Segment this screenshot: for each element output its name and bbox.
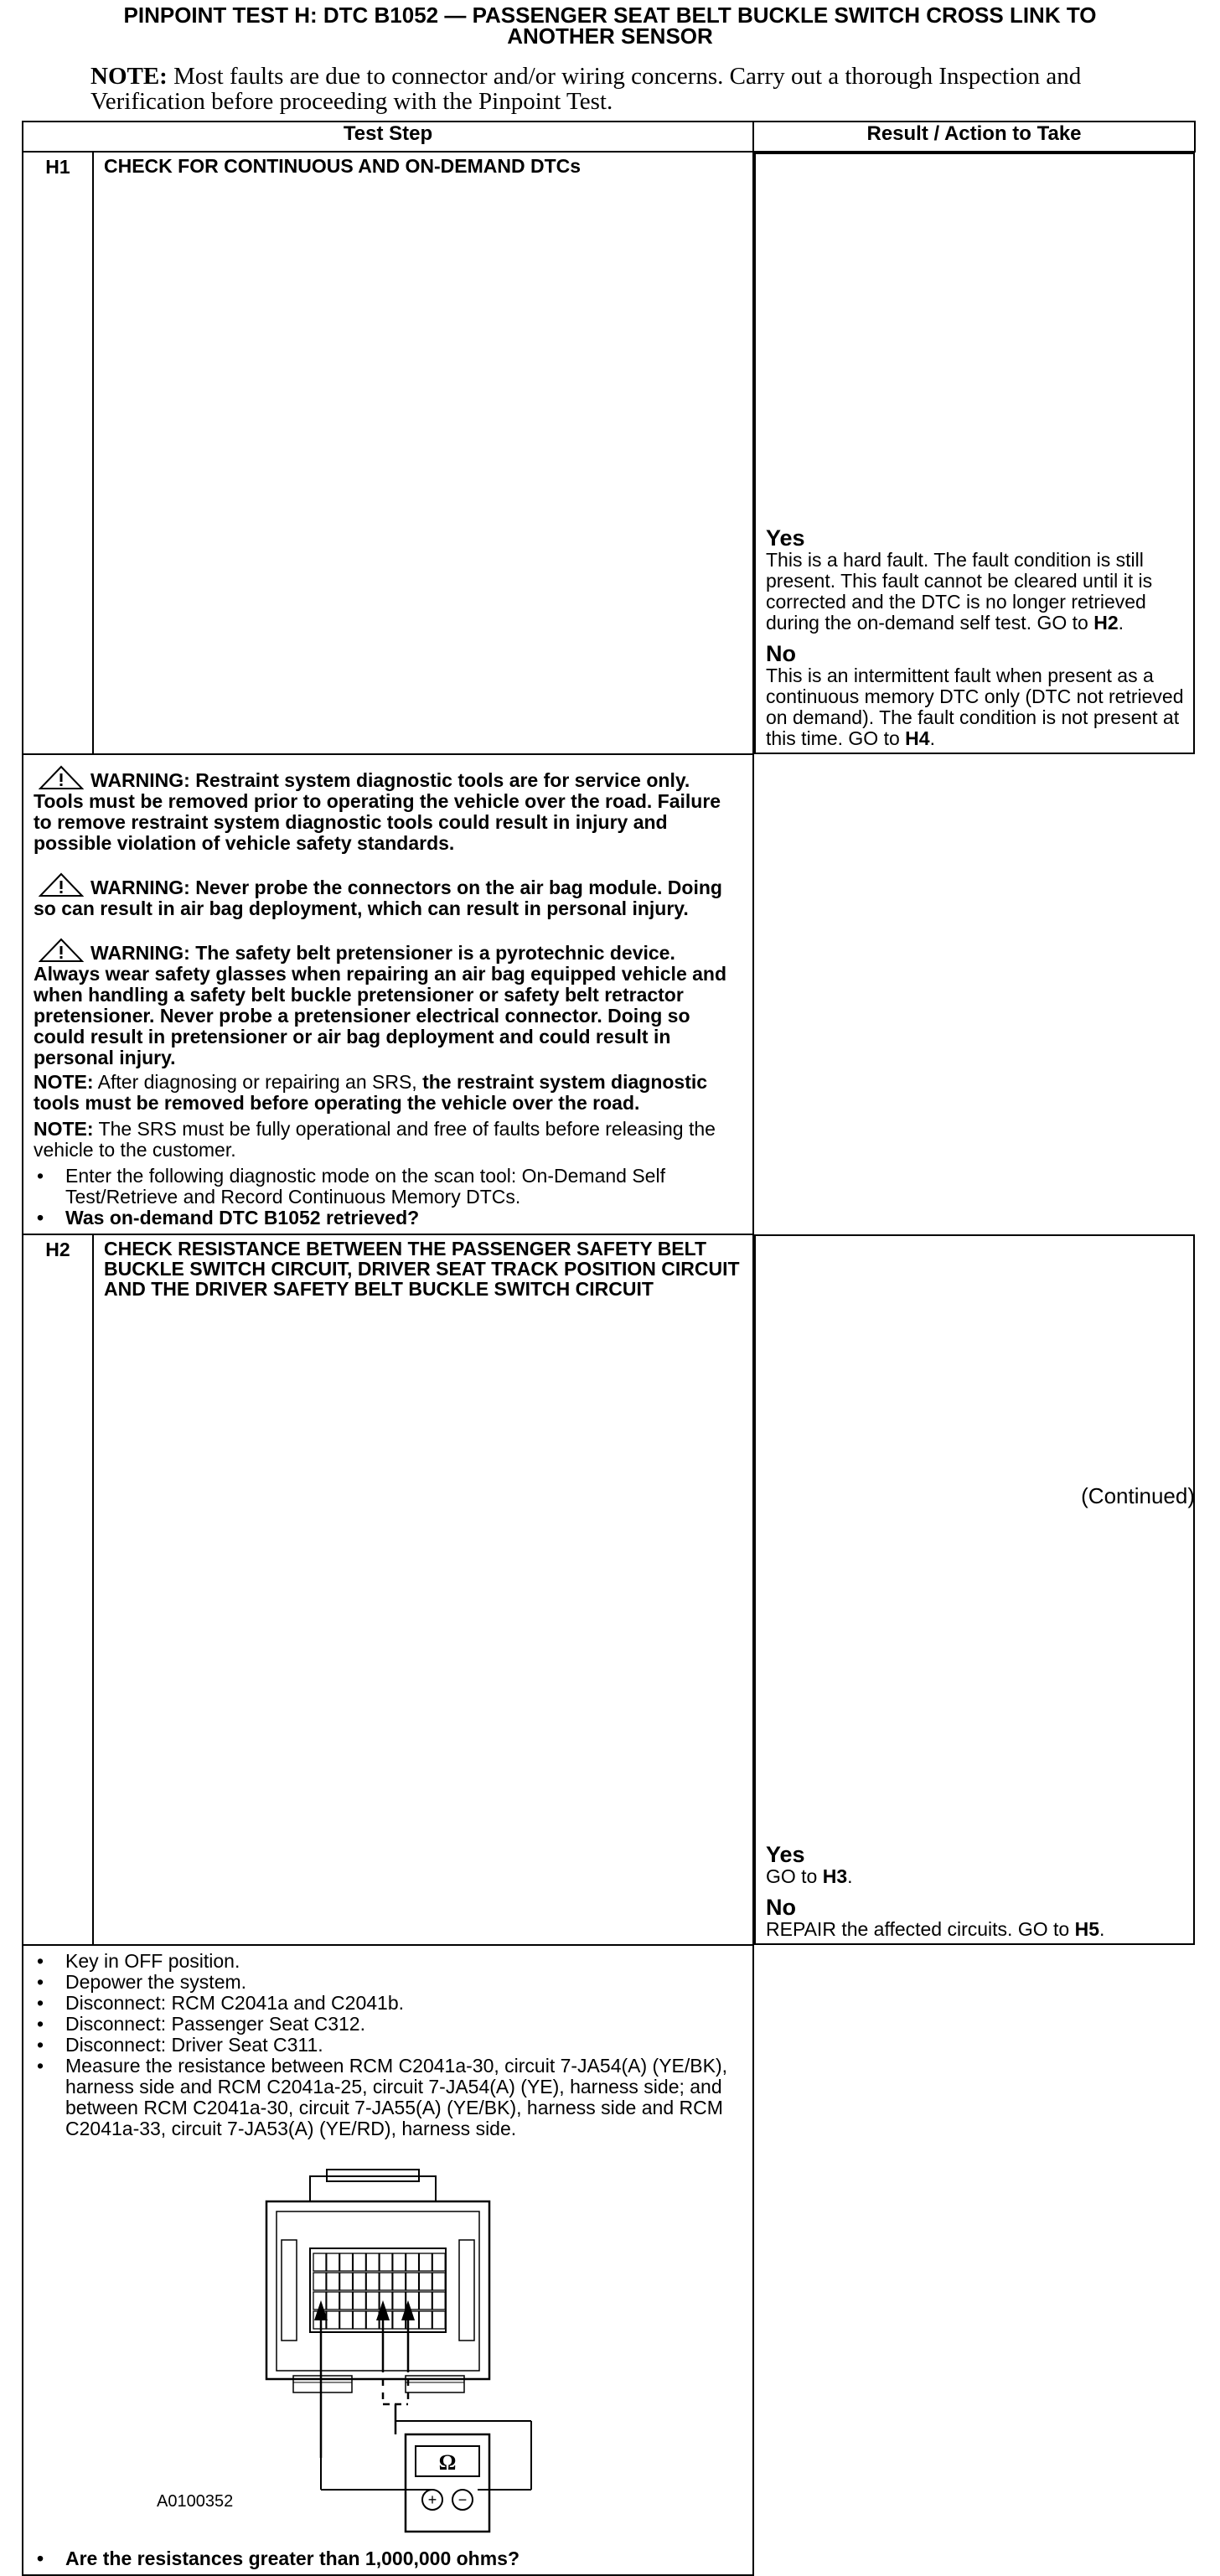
h2-bullet-list — [34, 1951, 736, 2139]
connector-pin — [419, 2273, 432, 2290]
connector-pin — [366, 2292, 379, 2310]
connector-pin — [327, 2311, 339, 2329]
h2-step-body — [23, 1945, 753, 2575]
h1-no-end: . — [929, 727, 935, 749]
h1-title-row — [23, 152, 1195, 754]
h1-note-2-text: The SRS must be fully operational and free of faults before releasing the vehicle to the customer. — [34, 1118, 716, 1161]
h2-yes-label: Yes — [766, 1842, 805, 1867]
connector-pin — [353, 2311, 365, 2329]
connector-pin — [327, 2253, 339, 2271]
warning-triangle-icon — [39, 872, 84, 897]
h2-no-end: . — [1099, 1918, 1105, 1940]
ohm-symbol: Ω — [438, 2450, 457, 2475]
intro-note-text: Most faults are due to connector and/or wiring concerns. Carry out a thorough Inspection and Verification before proceeding with the Pinpoint Test. — [90, 63, 1082, 115]
table-header-row — [23, 122, 1195, 152]
connector-pin — [393, 2273, 406, 2290]
h2-yes-body: GO to — [766, 1865, 823, 1887]
connector-pin — [380, 2273, 392, 2290]
h1-note-1-text: After diagnosing or repairing an SRS, — [93, 1071, 423, 1093]
connector-pin — [327, 2292, 339, 2310]
continued-label: (Continued) — [1081, 1483, 1195, 1508]
warning-triangle-icon — [39, 765, 84, 790]
list-item: • Depower the system. — [34, 1972, 736, 1993]
list-item: • Measure the resistance between RCM C2041a-30, circuit 7-JA54(A) (YE/BK), harness side and RCM C2041a-25, circuit 7-JA54(A) (YE), harness side; and between RCM C2041a-30, circuit 7-JA55(A) (YE/BK), harness side and RCM C2041a-33, circuit 7-JA53(A) (YE/RD), harness side. — [34, 2056, 736, 2139]
h1-warning-1-text: WARNING: Restraint system diagnostic tools are for service only. Tools must be removed prior to operating the vehicle over the road. Failure to remove restraint system diagnostic tools could result in injury and possible violation of vehicle safety standards. — [34, 769, 721, 854]
connector-pin — [353, 2292, 365, 2310]
h1-note-1 — [34, 1072, 736, 1114]
h2-question-list — [34, 2548, 736, 2569]
connector-pin — [340, 2292, 353, 2310]
h2-no-text — [766, 1919, 1185, 1940]
list-item: • Disconnect: Driver Seat C311. — [34, 2035, 736, 2056]
connector-pin — [327, 2273, 339, 2290]
list-item: • Key in OFF position. — [34, 1951, 736, 1972]
connector-meter-illustration — [34, 2156, 670, 2550]
h2-yes-text — [766, 1866, 1185, 1887]
h1-warning-1 — [34, 765, 736, 854]
connector-pin — [340, 2253, 353, 2271]
connector-pin — [432, 2253, 445, 2271]
pinpoint-test-table — [22, 121, 1196, 2576]
connector-pin — [432, 2273, 445, 2290]
connector-pin — [313, 2253, 326, 2271]
connector-pin — [366, 2273, 379, 2290]
list-item: • Enter the following diagnostic mode on the scan tool: On-Demand Self Test/Retrieve and Record Continuous Memory DTCs. — [34, 1166, 736, 1208]
h1-no-label: No — [766, 641, 796, 666]
h2-result-cell — [754, 1234, 1195, 1945]
list-item: • Disconnect: RCM C2041a and C2041b. — [34, 1993, 736, 2014]
h2-body-row — [23, 1945, 1195, 2575]
h1-yes-text — [766, 550, 1185, 634]
h1-yes-goto: H2 — [1093, 612, 1119, 634]
connector-pin — [340, 2311, 353, 2329]
connector-pin — [419, 2292, 432, 2310]
h1-bullet-list — [34, 1166, 736, 1229]
h2-no-goto: H5 — [1074, 1918, 1099, 1940]
list-item: • Disconnect: Passenger Seat C312. — [34, 2014, 736, 2035]
page-title — [34, 5, 1186, 47]
connector-pin — [393, 2292, 406, 2310]
h1-question: • Was on-demand DTC B1052 retrieved? — [34, 1208, 736, 1229]
h2-no-body: REPAIR the affected circuits. GO to — [766, 1918, 1075, 1940]
connector-pin — [432, 2311, 445, 2329]
connector-diagram — [34, 2156, 670, 2550]
h1-warning-3-text: WARNING: The safety belt pretensioner is a pyrotechnic device. Always wear safety glasses when repairing an air bag equipped vehicle and when handling a safety belt buckle pretensioner or safety belt retractor pretensioner. Never probe a pretensioner electrical connector. Doing so could result in pretensioner or air bag deployment and could result in personal injury. — [34, 942, 727, 1068]
h1-body-row — [23, 754, 1195, 1234]
h2-no-label: No — [766, 1895, 796, 1920]
title-line-2: ANOTHER SENSOR — [507, 23, 713, 49]
connector-pin — [432, 2292, 445, 2310]
figure-id: A0100352 — [157, 2492, 234, 2511]
h1-note-1-label: NOTE: — [34, 1071, 94, 1093]
h1-note-2-label: NOTE: — [34, 1118, 94, 1140]
connector-pin — [340, 2273, 353, 2290]
h1-yes-body: This is a hard fault. The fault condition is still present. This fault cannot be cleared until it is corrected and the DTC is no longer retrieved during the on-demand self test. GO to — [766, 549, 1153, 634]
h1-no-goto: H4 — [905, 727, 930, 749]
connector-pin — [366, 2253, 379, 2271]
h1-note-1-bold: the restraint system diagnostic tools must be removed before operating the vehicle over the road. — [34, 1071, 708, 1114]
h1-warning-2 — [34, 872, 736, 919]
intro-note — [90, 64, 1096, 114]
h2-step-title: CHECK RESISTANCE BETWEEN THE PASSENGER SAFETY BELT BUCKLE SWITCH CIRCUIT, DRIVER SEAT TRACK POSITION CIRCUIT AND THE DRIVER SAFETY BELT BUCKLE SWITCH CIRCUIT — [93, 1234, 753, 1945]
h1-step-title: CHECK FOR CONTINUOUS AND ON-DEMAND DTCs — [93, 152, 753, 754]
h2-question: • Are the resistances greater than 1,000,000 ohms? — [34, 2548, 736, 2569]
warning-triangle-icon — [39, 938, 84, 963]
connector-pin — [406, 2273, 419, 2290]
h1-warning-3 — [34, 938, 736, 1068]
meter-minus-terminal: − — [458, 2491, 468, 2508]
h1-yes-label: Yes — [766, 525, 805, 551]
intro-note-label: NOTE: — [90, 63, 168, 90]
h2-yes-goto: H3 — [822, 1865, 848, 1887]
connector-pin — [380, 2253, 392, 2271]
col-header-test-step: Test Step — [23, 122, 753, 152]
connector-pin — [353, 2273, 365, 2290]
connector-pin — [313, 2273, 326, 2290]
h1-no-body: This is an intermittent fault when present as a continuous memory DTC only (DTC not retrieved on demand). The fault condition is not present at this time. GO to — [766, 665, 1184, 749]
h1-result-cell — [754, 153, 1195, 754]
meter-plus-terminal: + — [427, 2491, 437, 2508]
h1-step-body — [23, 754, 753, 1234]
connector-pin — [419, 2253, 432, 2271]
connector-pin — [406, 2253, 419, 2271]
connector-pin — [419, 2311, 432, 2329]
h2-title-row — [23, 1234, 1195, 1945]
h2-step-id: H2 — [23, 1234, 93, 1945]
h1-note-2 — [34, 1119, 736, 1161]
connector-pin — [353, 2253, 365, 2271]
h1-yes-end: . — [1118, 612, 1124, 634]
connector-pin — [393, 2253, 406, 2271]
h1-step-id: H1 — [23, 152, 93, 754]
h2-yes-end: . — [847, 1865, 853, 1887]
title-line-1: PINPOINT TEST H: DTC B1052 — PASSENGER SEAT BELT BUCKLE SWITCH CROSS LINK TO — [123, 3, 1097, 28]
h1-warning-2-text: WARNING: Never probe the connectors on the air bag module. Doing so can result in air bag deployment, which can result in personal injury. — [34, 877, 722, 919]
h1-no-text — [766, 665, 1185, 749]
col-header-result: Result / Action to Take — [753, 122, 1195, 152]
